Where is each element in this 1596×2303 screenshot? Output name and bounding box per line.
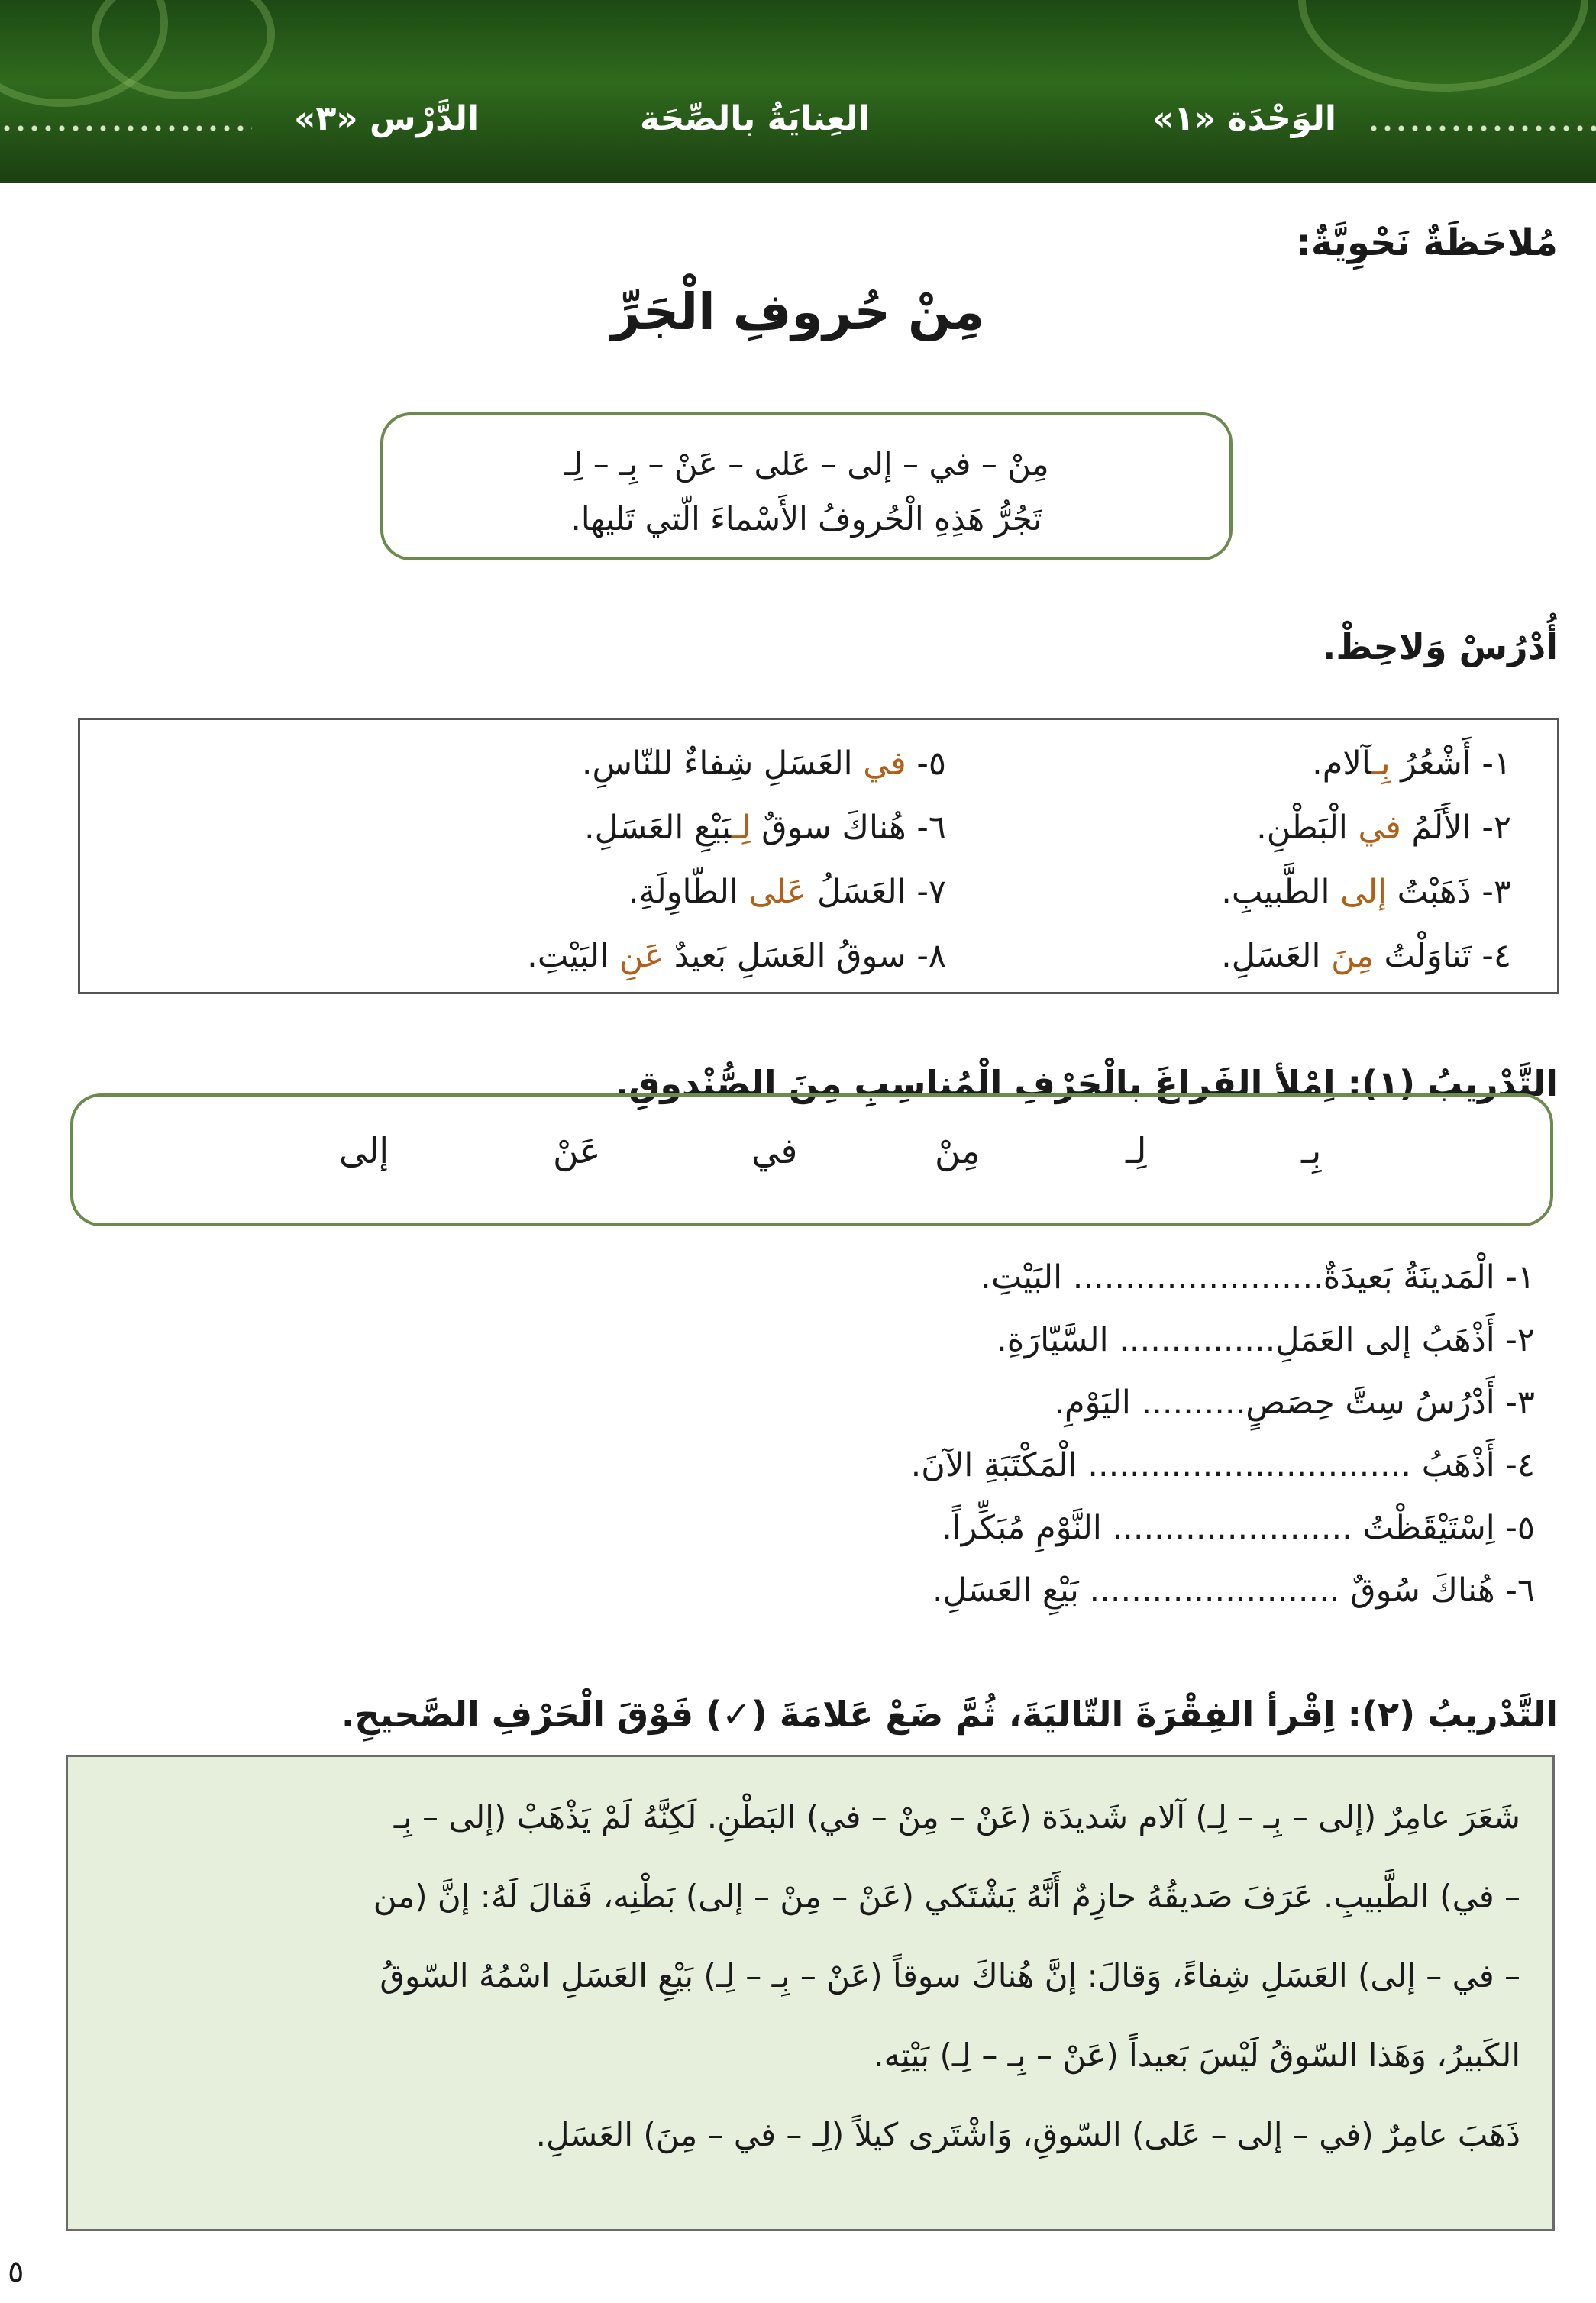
paragraph-line: ذَهَبَ عامِرٌ (في – إلى – عَلى) السّوقِ، وَاشْتَرى كيلاً (لِـ – في – مِنَ) العَسَلِ.	[535, 2116, 1520, 2153]
examples-box	[78, 718, 1559, 994]
word-bank-box	[70, 1093, 1553, 1226]
word-bank-item: لِـ	[1126, 1130, 1147, 1171]
example-item: ٦- هُناكَ سوقٌ لِـبَيْعِ العَسَلِ.	[583, 809, 946, 847]
grammar-note-label: مُلاحَظَةٌ نَحْوِيَّةٌ:	[1296, 221, 1558, 264]
dotted-line	[0, 122, 252, 134]
fill-blank-item: ٥- اِسْتَيْقَظْتُ ....................... النَّوْمِ مُبَكِّراً.	[942, 1509, 1535, 1547]
example-item: ٥- في العَسَلِ شِفاءٌ للنّاسِ.	[581, 745, 946, 783]
paragraph-line: شَعَرَ عامِرٌ (إلى – بِـ – لِـ) آلام شَديدَة (عَنْ – مِنْ – في) البَطْنِ. لَكِنَّهُ لَمْ يَذْهَبْ (إلى – بِـ	[393, 1798, 1520, 1836]
decorative-swirl	[1298, 0, 1588, 92]
paragraph-line: – في) الطَّبيبِ. عَرَفَ صَديقُهُ حازِمٌ أَنَّهُ يَشْتَكي (عَنْ – مِنْ – إلى) بَطْنِه، فَقالَ لَهُ: إنَّ (من	[373, 1878, 1520, 1915]
drill-1-title: التَّدْريبُ (١): اِمْلأ الفَراغَ بالْحَرْفِ الْمُناسِبِ مِنَ الصُّنْدوقِ.	[615, 1063, 1558, 1104]
word-bank-item: في	[751, 1130, 798, 1171]
example-item: ٧- العَسَلُ عَلى الطّاوِلَةِ.	[628, 873, 946, 911]
word-bank-item: بِـ	[1301, 1130, 1322, 1171]
fill-blank-item: ٢- أَذْهَبُ إلى العَمَلِ............... السَّيّارَةِ.	[997, 1321, 1535, 1359]
word-bank-item: مِنْ	[935, 1130, 981, 1171]
study-label: أُدْرُسْ وَلاحِظْ.	[1322, 626, 1558, 667]
page-title: مِنْ حُروفِ الْجَرِّ	[611, 283, 985, 341]
example-item: ٤- تَناوَلْتُ مِنَ العَسَلِ.	[1221, 937, 1511, 975]
example-item: ١- أَشْعُرُ بِـآلام.	[1312, 745, 1511, 783]
paragraph-box	[66, 1755, 1555, 2231]
fill-blank-item: ٣- أَدْرُسُ سِتَّ حِصَصٍ.......... اليَوْمِ.	[1054, 1384, 1535, 1422]
example-item: ٣- ذَهَبْتُ إلى الطَّبيبِ.	[1221, 873, 1511, 911]
example-item: ٢- الأَلَمُ في الْبَطْنِ.	[1256, 809, 1511, 847]
rule-description: تَجُرُّ هَذِهِ الْحُروفُ الأَسْماءَ الّتي تَليها.	[570, 500, 1042, 538]
word-bank-item: عَنْ	[553, 1130, 601, 1171]
unit-label: الوَحْدَة «١»	[1152, 99, 1336, 138]
dotted-line	[1367, 122, 1596, 134]
rule-box	[380, 412, 1233, 560]
example-item: ٨- سوقُ العَسَلِ بَعيدٌ عَنِ البَيْتِ.	[527, 937, 946, 975]
rule-letters: مِنْ – في – إلى – عَلى – عَنْ – بِـ – لِـ	[564, 445, 1049, 483]
drill-2-title: التَّدْريبُ (٢): اِقْرأ الفِقْرَةَ التّاليَةَ، ثُمَّ ضَعْ عَلامَةَ (✓) فَوْقَ الْحَرْفِ الصَّحيحِ.	[341, 1694, 1558, 1735]
fill-blank-item: ١- الْمَدينَةُ بَعيدَةٌ........................ البَيْتِ.	[981, 1258, 1535, 1297]
paragraph-line: – في – إلى) العَسَلِ شِفاءً، وَقالَ: إنَّ هُناكَ سوقاً (عَنْ – بِـ – لِـ) بَيْعِ العَسَلِ اسْمُهُ السّوقُ	[380, 1957, 1520, 1995]
theme-label: العِنايَةُ بالصِّحَة	[640, 99, 870, 138]
fill-blank-item: ٤- أَذْهَبُ ............................... الْمَكْتَبَةِ الآنَ.	[910, 1446, 1535, 1484]
page-header	[0, 0, 1596, 183]
paragraph-line: الكَبيرُ، وَهَذا السّوقُ لَيْسَ بَعيداً (عَنْ – بِـ – لِـ) بَيْتِه.	[874, 2037, 1520, 2074]
page-number: ٥	[8, 2254, 24, 2289]
fill-blank-item: ٦- هُناكَ سُوقٌ ........................ بَيْعِ العَسَلِ.	[932, 1571, 1535, 1610]
lesson-label: الدَّرْس «٣»	[294, 99, 480, 138]
word-bank-item: إلى	[339, 1130, 389, 1171]
